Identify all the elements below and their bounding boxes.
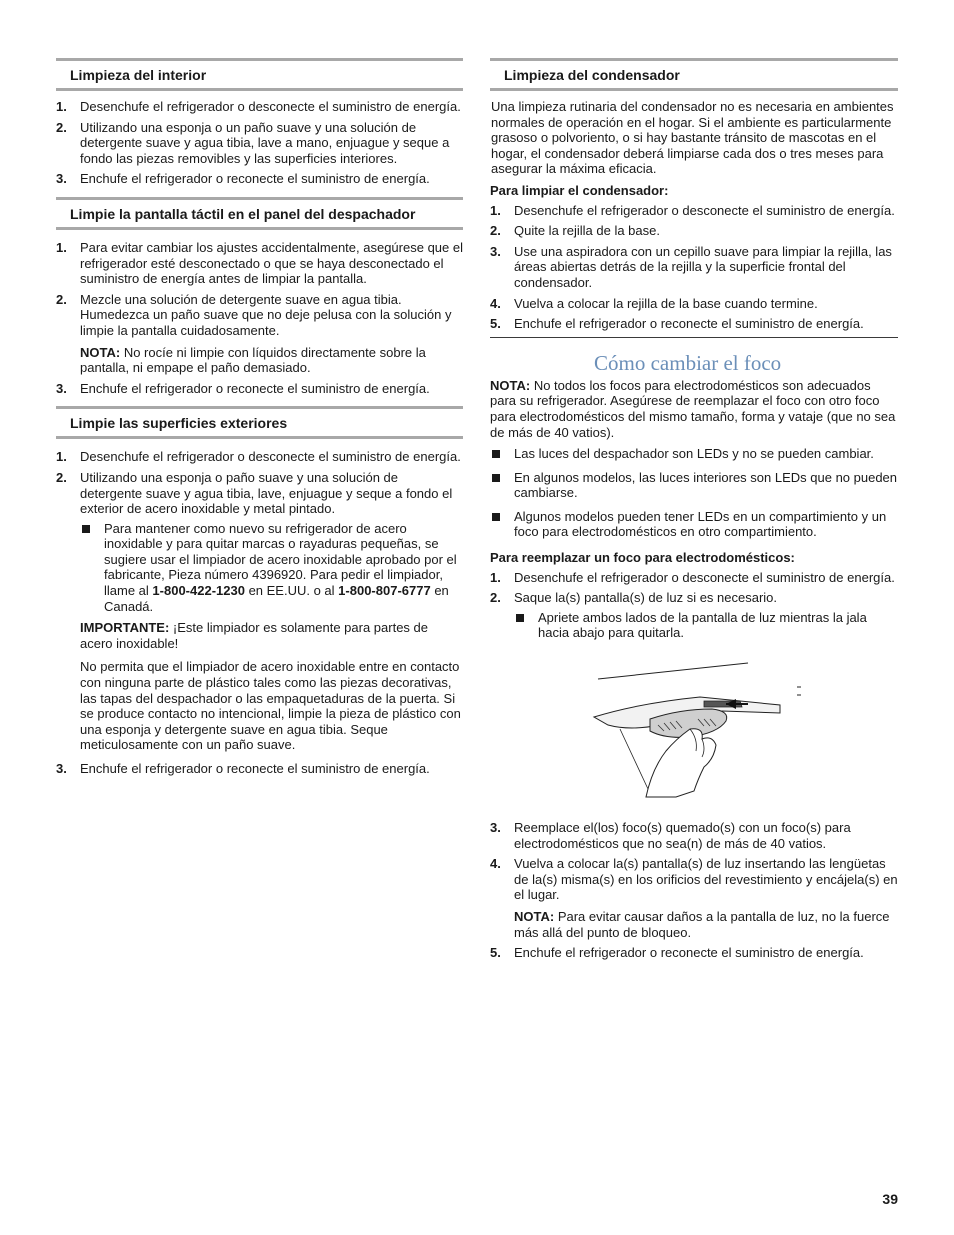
list-item: 2. Quite la rejilla de la base.: [490, 223, 660, 239]
bulb-steps-b: [490, 820, 898, 961]
list-item: 1. Para evitar cambiar los ajustes accidentalmente, asegúrese que el refrigerador esté desconectado o que se haya desconectado el suministro de energía antes de limpiar la pantalla.: [56, 239, 463, 287]
section-heading-exterior: Limpie las superficies exteriores: [56, 406, 463, 439]
important-paragraph: IMPORTANTE: ¡Este limpiador es solamente para partes de acero inoxidable!: [80, 620, 428, 651]
condenser-intro: Una limpieza rutinaria del condensador no es necesaria en ambientes normales de operación en el hogar. Si el ambiente es particularmente grasoso o polvoriento, o si hay bastante tránsito de mascotas en el hogar, el condensador deberá limpiarse cada dos o tres meses para asegurar la máxima eficacia.: [491, 99, 894, 177]
bulb-note: NOTA: No todos los focos para electrodomésticos son adecuados para su refrigerador. Asegúrese de reemplazar el foco con otro foco para electrodomésticos del mismo tamaño, forma y vataje (que no sea de más de 40 vatios).: [490, 377, 896, 440]
list-item: 4. Vuelva a colocar la rejilla de la base cuando termine.: [490, 295, 818, 311]
warning-paragraph: No permita que el limpiador de acero inoxidable entre en contacto con ninguna parte de plástico tales como las piezas decorativas, las tapas del despachador o las empaquetaduras de la puerta. Si se produce contacto no intencional, limpie la pieza de plástico con una esponja y detergente suave en agua tibia. Seque meticulosamente con un paño suave.: [80, 659, 461, 753]
led-bullets: [490, 446, 898, 540]
list-item: 1. Desenchufe el refrigerador o desconecte el suministro de energía.: [56, 449, 461, 465]
list-item: 3. Enchufe el refrigerador o reconecte el suministro de energía.: [56, 171, 430, 187]
exterior-bullets: [80, 521, 463, 615]
page-title: Cómo cambiar el foco: [594, 350, 782, 375]
list-item: 2. Mezcle una solución de detergente suave en agua tibia. Humedezca un paño suave que no deje pelusa con la solución y limpie la pantalla cuidadosamente. NOTA: No rocíe ni limpie con líquidos directamente sobre la pantalla, ni empape el paño demasiado.: [56, 292, 463, 376]
square-bullet-icon: [82, 525, 90, 533]
exterior-steps: [56, 449, 463, 776]
light-shield-illustration: [490, 659, 898, 809]
condenser-subhead: Para limpiar el condensador:: [490, 182, 669, 198]
right-column: [490, 58, 898, 966]
touchscreen-steps: [56, 240, 463, 396]
list-item: 3. Reemplace el(los) foco(s) quemado(s) con un foco(s) para electrodomésticos que no sea(n) de más de 40 vatios.: [490, 820, 851, 851]
list-item: 2. Saque la(s) pantalla(s) de luz si es necesario. Apriete ambos lados de la pantalla de luz mientras la jala hacia abajo para quitarla.: [490, 590, 898, 641]
section-divider: [490, 337, 898, 338]
note-paragraph: NOTA: No rocíe ni limpie con líquidos directamente sobre la pantalla, ni empape el paño demasiado.: [80, 344, 426, 376]
list-item: Para mantener como nuevo su refrigerador de acero inoxidable y para quitar marcas o rayaduras pequeñas, se sugiere usar el limpiador de acero inoxidable aprobado por el fabricante, Pieza número 4396920. Para pedir el limpiador, llame al 1-800-422-1230 en EE.UU. o al 1-800-807-6777 en Canadá.: [80, 521, 463, 615]
list-item: Las luces del despachador son LEDs y no se pueden cambiar.: [490, 446, 898, 462]
list-item: 1. Desenchufe el refrigerador o desconecte el suministro de energía.: [490, 202, 895, 218]
list-item: 5. Enchufe el refrigerador o reconecte el suministro de energía.: [490, 945, 864, 961]
section-heading-touchscreen: Limpie la pantalla táctil en el panel del despachador: [56, 197, 463, 230]
list-item: 5. Enchufe el refrigerador o reconecte el suministro de energía.: [490, 316, 864, 332]
list-item: 1. Desenchufe el refrigerador o desconecte el suministro de energía.: [56, 99, 461, 114]
square-bullet-icon: [492, 450, 500, 458]
note-paragraph: NOTA: Para evitar causar daños a la pantalla de luz, no la fuerce más allá del punto de bloqueo.: [514, 909, 890, 940]
condenser-steps: [490, 203, 898, 332]
list-item: Algunos modelos pueden tener LEDs en un compartimiento y un foco para electrodomésticos en otro compartimiento.: [490, 509, 898, 540]
list-item: 2. Utilizando una esponja o paño suave y una solución de detergente suave y agua tibia, lave, enjuague y seque a fondo el exterior de acero inoxidable y metal pintado. Para mantener como nuevo su refrigerador de acero inoxidable y para quitar marcas o rayaduras pequeñas, se sugiere usar el limpiador de acero inoxidable aprobado por el fabricante, Pieza número 4396920. Para pedir el limpiador, llame al 1-800-422-1230 en EE.UU. o al 1-800-807-6777 en Canadá. IMPORTANTE: ¡Este limpiador es solamente para partes de acero inoxidable! No permita que el limpiador de acero inoxidable entre en contacto con ninguna parte de plástico tales como las piezas decorativas, las tapas del despachador o las empaquetaduras de la puerta. Si se produce contacto no intencional, limpie la pieza de plástico con una esponja y detergente suave en agua tibia. Seque meticulosamente con un paño suave.: [56, 470, 463, 753]
list-item: 2. Utilizando una esponja o un paño suave y una solución de detergente suave y agua tibia, lave a mano, enjuague y seque a fondo las piezas removibles y las superficies interiores.: [56, 119, 450, 166]
square-bullet-icon: [492, 513, 500, 521]
phone-canada: 1-800-807-6777: [338, 583, 431, 599]
list-item: 3. Enchufe el refrigerador o reconecte el suministro de energía.: [56, 380, 430, 396]
section-heading-interior: Limpieza del interior: [56, 58, 463, 91]
list-item: 3. Enchufe el refrigerador o reconecte el suministro de energía.: [56, 761, 430, 776]
list-item: 1. Desenchufe el refrigerador o desconecte el suministro de energía.: [490, 569, 895, 585]
phone-us: 1-800-422-1230: [152, 583, 245, 599]
square-bullet-icon: [492, 474, 500, 482]
interior-steps: [56, 99, 463, 187]
bulb-subhead: Para reemplazar un foco para electrodomésticos:: [490, 550, 795, 566]
list-item: 3. Use una aspiradora con un cepillo suave para limpiar la rejilla, las áreas abiertas detrás de la rejilla y la superficie frontal del condensador.: [490, 243, 892, 290]
list-item: En algunos modelos, las luces interiores son LEDs que no pueden cambiarse.: [490, 470, 898, 501]
page-number: 39: [882, 1191, 898, 1207]
list-item: 4. Vuelva a colocar la(s) pantalla(s) de luz insertando las lengüetas de la(s) misma(s) en los orificios del revestimiento y encájela(s) en el lugar. NOTA: Para evitar causar daños a la pantalla de luz, no la fuerce más allá del punto de bloqueo.: [490, 856, 898, 940]
bulb-steps-a: [490, 570, 898, 641]
square-bullet-icon: [516, 614, 524, 622]
list-item: Apriete ambos lados de la pantalla de luz mientras la jala hacia abajo para quitarla.: [514, 610, 898, 641]
left-column: [56, 58, 463, 782]
shield-bullets: [514, 610, 898, 641]
section-heading-condenser: Limpieza del condensador: [490, 58, 898, 91]
